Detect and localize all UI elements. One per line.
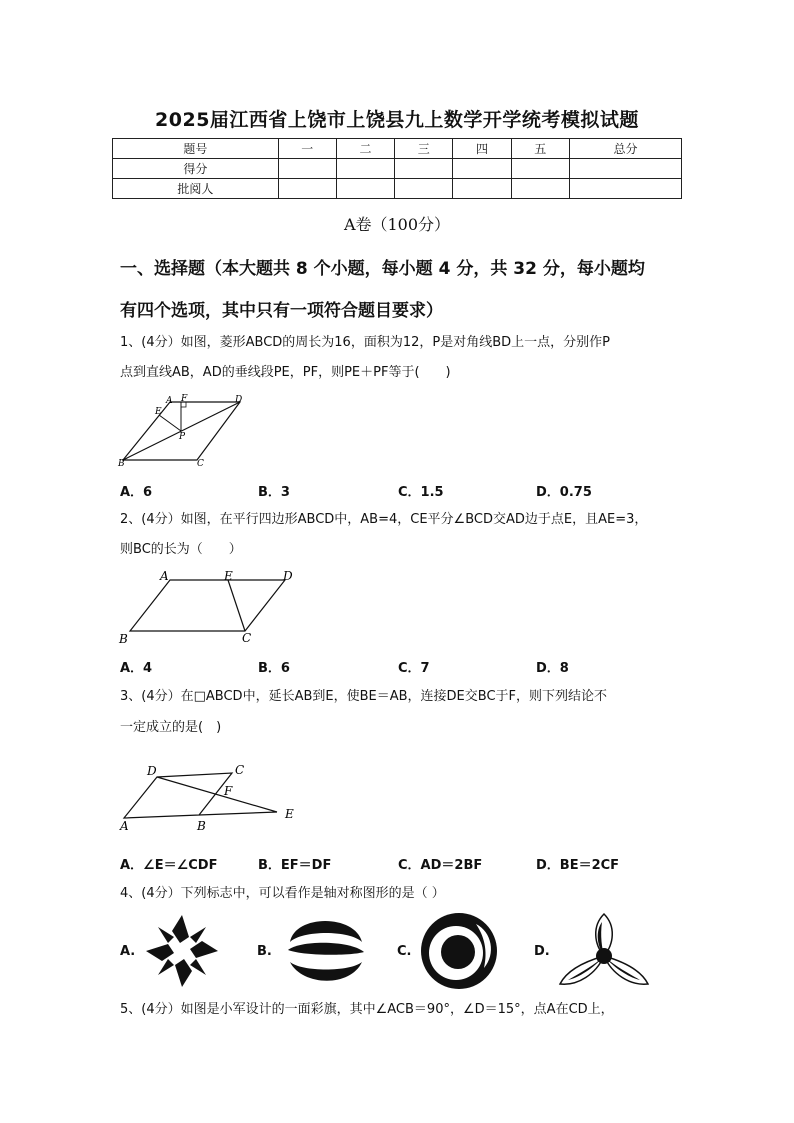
figure-label: E xyxy=(224,569,233,583)
table-cell: 三 xyxy=(395,139,453,159)
figure-label: B xyxy=(197,819,206,833)
figure-label: C xyxy=(197,459,204,469)
table-cell: 二 xyxy=(336,139,394,159)
table-cell: 得分 xyxy=(113,159,279,179)
page-title: 2025届江西省上饶市上饶县九上数学开学统考模拟试题 xyxy=(155,109,639,131)
table-cell xyxy=(395,159,453,179)
figure-label: A xyxy=(120,819,129,833)
table-cell: 一 xyxy=(278,139,336,159)
question-1-figure xyxy=(115,393,255,469)
eye-logo-icon xyxy=(280,912,370,990)
question-2-option-b[interactable]: B．6 xyxy=(258,661,290,676)
figure-label: A xyxy=(160,569,169,583)
ring-logo-icon xyxy=(418,910,500,992)
question-3-line1: 3、(4分）在□ABCD中，延长AB到E，使BE＝AB，连接DE交BC于F，则下列结论不 xyxy=(120,689,608,704)
figure-label: D xyxy=(283,569,293,583)
score-table xyxy=(112,138,682,199)
question-1-line2: 点到直线AB，AD的垂线段PE，PF，则PE＋PF等于( ) xyxy=(120,365,451,380)
question-4-option-c[interactable]: C. xyxy=(397,944,412,959)
question-4-option-a[interactable]: A. xyxy=(120,944,136,959)
figure-label: B xyxy=(119,632,128,646)
table-cell xyxy=(511,179,569,199)
figure-label: C xyxy=(242,631,252,645)
section-a-heading: A卷（100分） xyxy=(343,215,451,234)
question-2-option-c[interactable]: C．7 xyxy=(398,661,430,676)
question-2-figure xyxy=(115,568,300,646)
table-cell: 总分 xyxy=(569,139,681,159)
question-5-line1: 5、(4分）如图是小军设计的一面彩旗，其中∠ACB＝90°，∠D＝15°，点A在CD上， xyxy=(120,1002,614,1017)
question-3-line2: 一定成立的是( ) xyxy=(120,720,222,735)
figure-label: D xyxy=(147,764,157,778)
question-2-option-a[interactable]: A．4 xyxy=(120,661,153,676)
section-heading-line2: 有四个选项，其中只有一项符合题目要求） xyxy=(120,301,443,321)
table-row xyxy=(113,159,682,179)
table-row xyxy=(113,179,682,199)
table-cell xyxy=(569,159,681,179)
table-cell xyxy=(569,179,681,199)
figure-label: C xyxy=(235,763,245,777)
figure-label: B xyxy=(118,459,125,469)
table-cell xyxy=(453,179,511,199)
table-cell xyxy=(336,179,394,199)
question-4-option-b[interactable]: B. xyxy=(257,944,272,959)
question-4-line1: 4、(4分）下列标志中，可以看作是轴对称图形的是（ ） xyxy=(120,886,445,901)
question-3-option-d[interactable]: D．BE＝2CF xyxy=(536,858,620,873)
question-2-line1: 2、(4分）如图，在平行四边形ABCD中，AB=4，CE平分∠BCD交AD边于点E，且AE=3， xyxy=(120,512,648,527)
figure-label: F xyxy=(181,394,188,404)
question-1-option-a[interactable]: A．6 xyxy=(120,485,153,500)
question-1-option-b[interactable]: B．3 xyxy=(258,485,290,500)
question-3-option-a[interactable]: A．∠E＝∠CDF xyxy=(120,858,218,873)
figure-label: E xyxy=(285,807,294,821)
question-2-option-d[interactable]: D．8 xyxy=(536,661,569,676)
table-cell xyxy=(278,179,336,199)
question-1-option-c[interactable]: C．1.5 xyxy=(398,485,444,500)
question-3-option-c[interactable]: C．AD＝2BF xyxy=(398,858,483,873)
table-cell: 五 xyxy=(511,139,569,159)
figure-label: P xyxy=(179,432,186,442)
question-4-option-d[interactable]: D. xyxy=(534,944,550,959)
section-heading-line1: 一、选择题（本大题共 8 个小题，每小题 4 分，共 32 分，每小题均 xyxy=(120,259,645,279)
table-cell xyxy=(336,159,394,179)
table-cell: 四 xyxy=(453,139,511,159)
question-3-figure xyxy=(112,760,302,835)
question-1-line1: 1、(4分）如图，菱形ABCD的周长为16，面积为12，P是对角线BD上一点，分别作P xyxy=(120,335,610,350)
table-cell: 题号 xyxy=(113,139,279,159)
table-cell xyxy=(453,159,511,179)
table-cell xyxy=(395,179,453,199)
table-cell xyxy=(511,159,569,179)
figure-label: A xyxy=(166,396,173,406)
trefoil-logo-icon xyxy=(556,908,656,992)
figure-label: F xyxy=(224,784,233,798)
figure-label: D xyxy=(235,395,243,405)
table-row xyxy=(113,139,682,159)
table-cell xyxy=(278,159,336,179)
question-3-option-b[interactable]: B．EF＝DF xyxy=(258,858,332,873)
question-2-line2: 则BC的长为（ ） xyxy=(120,542,242,557)
question-1-option-d[interactable]: D．0.75 xyxy=(536,485,592,500)
table-cell: 批阅人 xyxy=(113,179,279,199)
star-logo-icon xyxy=(140,910,225,992)
figure-label: E xyxy=(155,407,162,417)
